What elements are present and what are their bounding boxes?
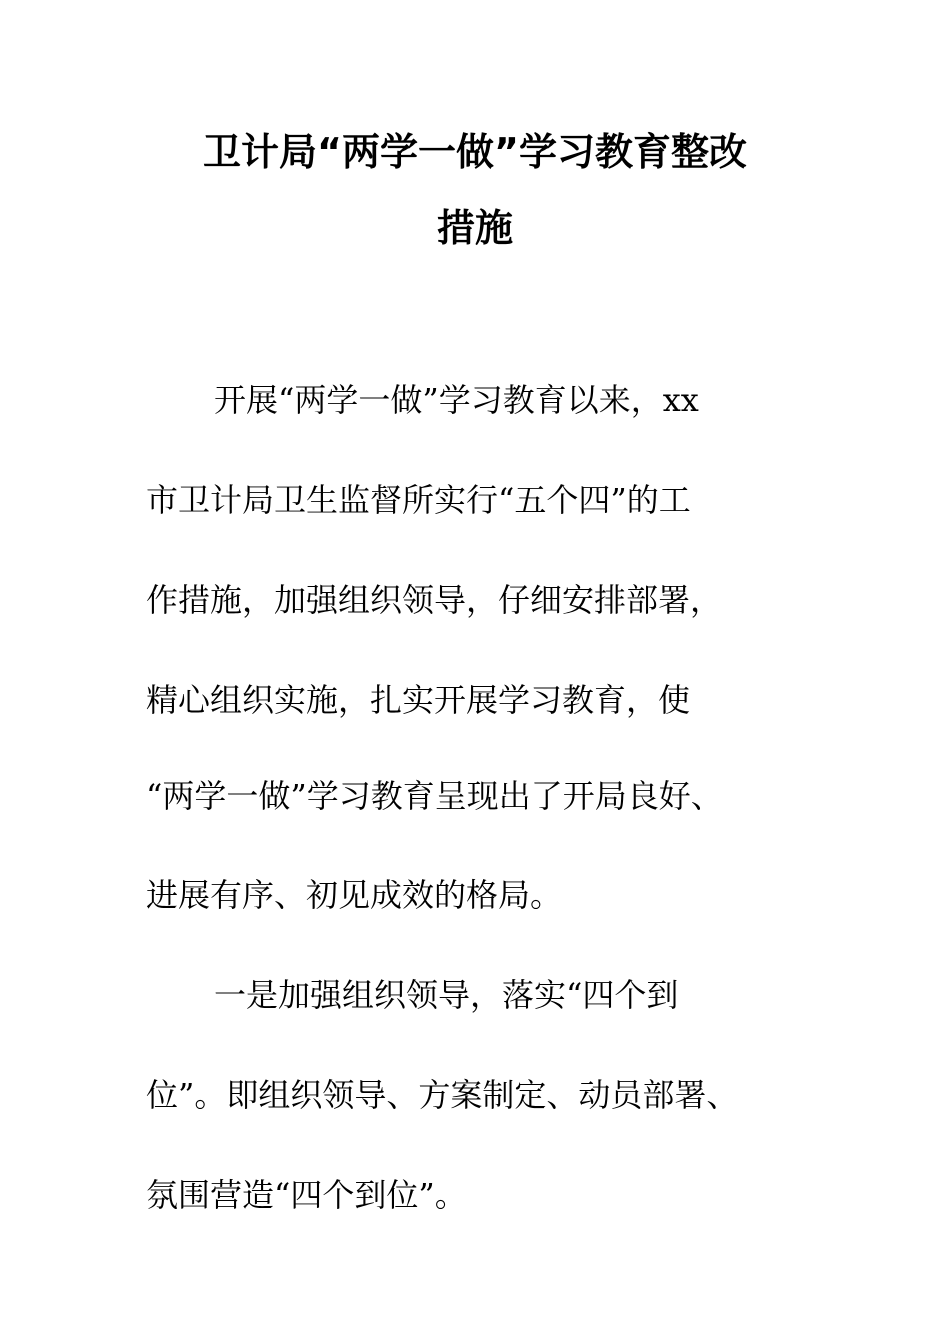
paragraph-2-line-1: 一是加强组织领导，落实“四个到 bbox=[214, 976, 679, 1014]
document-title-line-2: 措施 bbox=[436, 206, 513, 250]
paragraph-2-line-3: 氛围营造“四个到位”。 bbox=[146, 1176, 467, 1214]
paragraph-1-line-4: 精心组织实施，扎实开展学习教育，使 bbox=[146, 681, 691, 719]
paragraph-1-line-1: 开展“两学一做”学习教育以来，xx bbox=[214, 381, 699, 419]
paragraph-1-line-2: 市卫计局卫生监督所实行“五个四”的工 bbox=[146, 481, 691, 519]
paragraph-2-line-2: 位”。即组织领导、方案制定、动员部署、 bbox=[146, 1076, 739, 1114]
paragraph-1-line-5: “两学一做”学习教育呈现出了开局良好、 bbox=[146, 777, 723, 815]
document-title-line-1: 卫计局“两学一做”学习教育整改 bbox=[203, 130, 747, 174]
paragraph-1-line-3: 作措施，加强组织领导，仔细安排部署， bbox=[146, 581, 723, 619]
paragraph-1-line-6: 进展有序、初见成效的格局。 bbox=[146, 876, 563, 914]
